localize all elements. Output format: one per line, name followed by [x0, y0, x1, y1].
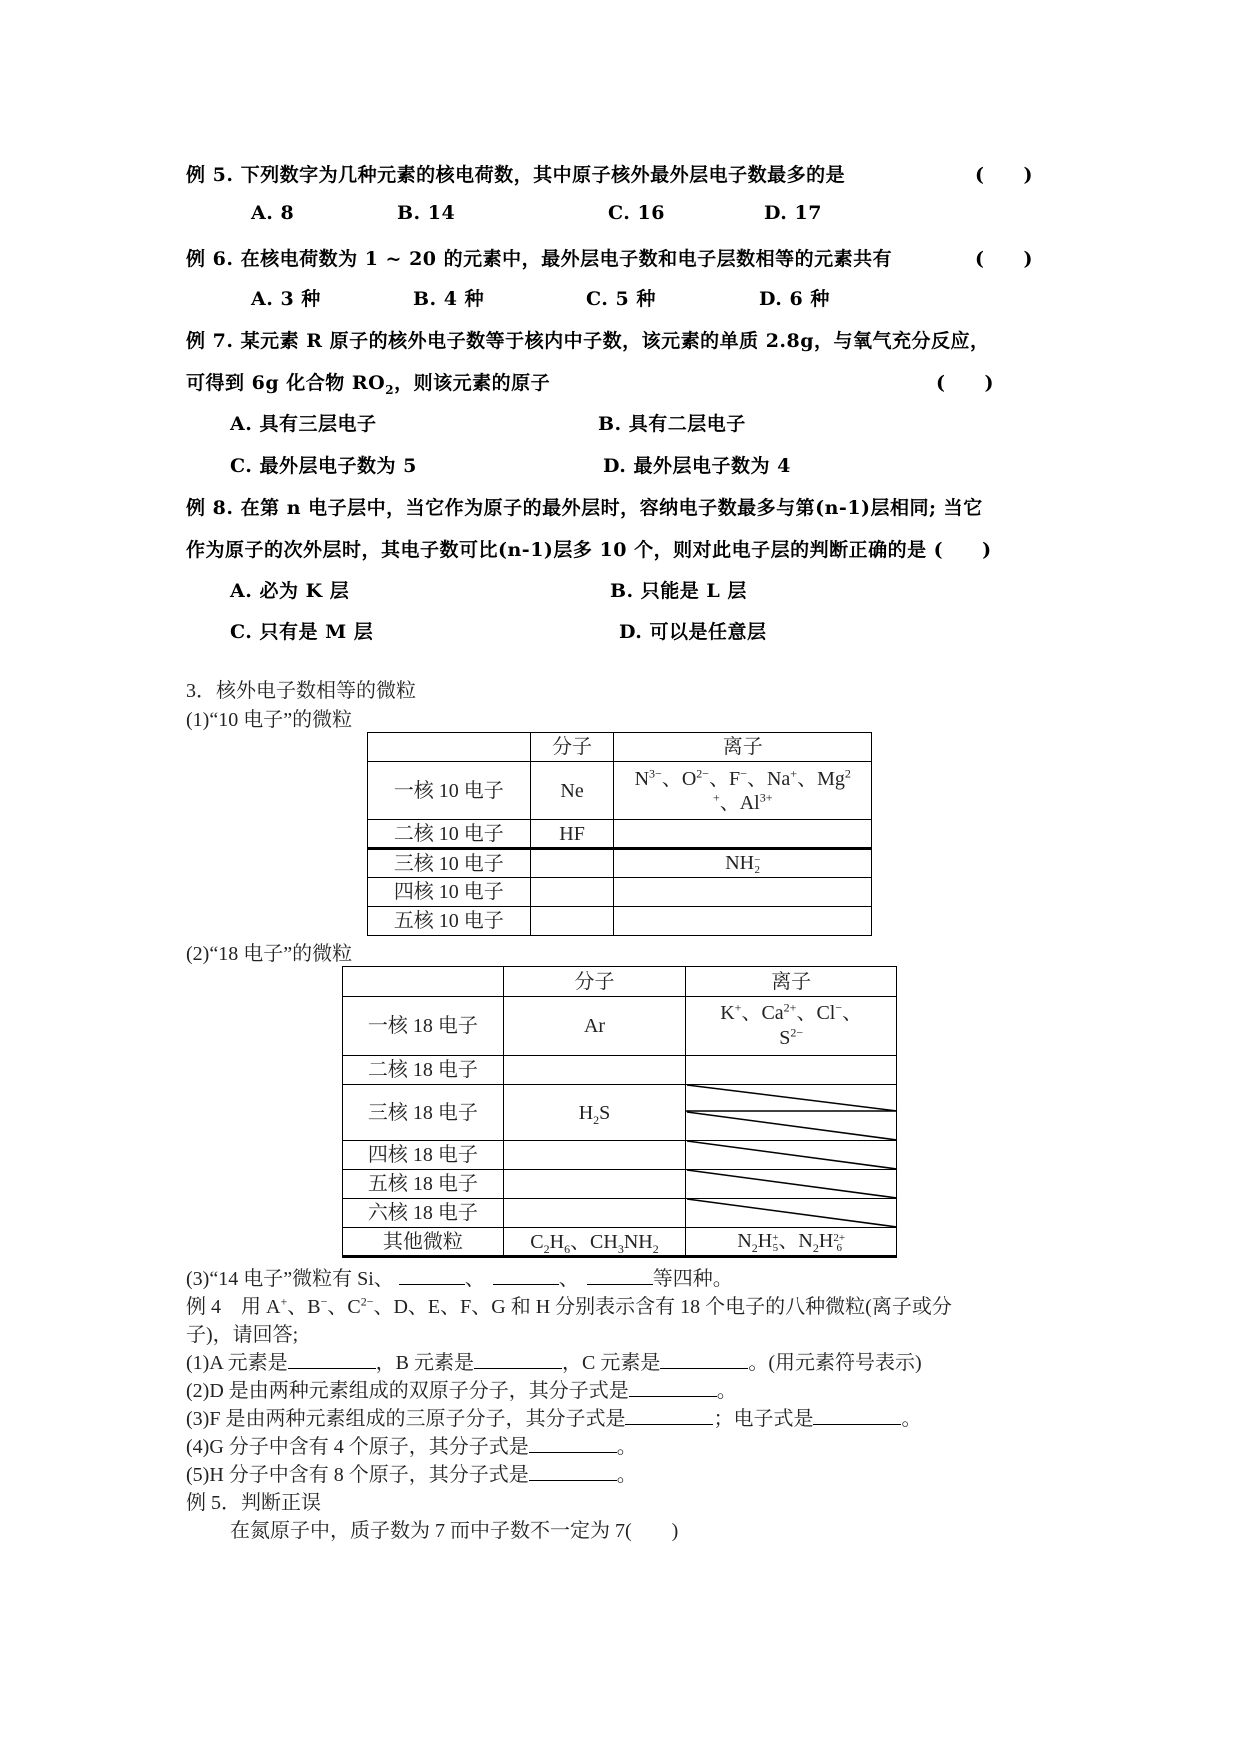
ex4-q2 [186, 1374, 737, 1403]
blank-3[interactable] [587, 1266, 653, 1285]
table-row [343, 1056, 897, 1085]
table-header-row [343, 967, 897, 997]
ex4-text: 、B [287, 1296, 321, 1318]
ex4-q3 [186, 1402, 921, 1431]
row-label: 一核 10 电子 [368, 762, 531, 820]
ex6-text: 在核电荷数为 1 ~ 20 的元素中，最外层电子数和电子层数相等的元素共有 [240, 248, 893, 270]
ion-base: NH [725, 852, 755, 875]
molecule-cell [530, 907, 614, 936]
ex4-q5 [186, 1458, 637, 1487]
molecule-cell [503, 1199, 686, 1228]
header-ion: 离子 [614, 733, 872, 762]
ion-charge: − [754, 853, 761, 866]
ex7-line1 [186, 326, 990, 353]
ex7-option-c: C. 最外层电子数为 5 [230, 455, 417, 477]
row-label: 五核 10 电子 [368, 907, 531, 936]
ion-cell [614, 907, 872, 936]
molecule-cell [530, 849, 614, 878]
header-empty [368, 733, 531, 762]
molecule-cell: Ar [503, 997, 686, 1056]
header-molecule: 分子 [530, 733, 614, 762]
molecule-part: H [578, 1101, 594, 1124]
table-10-electron [367, 732, 872, 936]
formula-part: N [737, 1230, 752, 1253]
ion-cell [614, 849, 872, 878]
ex5-option-b: B. 14 [397, 202, 456, 224]
ex5-option-d: D. 17 [764, 202, 822, 224]
section3-sub2: (2)“18 电子”的微粒 [186, 943, 353, 965]
header-ion: 离子 [686, 967, 897, 997]
ion-cell [686, 1056, 897, 1085]
formula-part: NH [623, 1230, 653, 1253]
sep: 、 [464, 1268, 485, 1290]
ex7-label: 例 7. [186, 330, 234, 352]
formula-part: 、N [778, 1230, 813, 1253]
ex6-label: 例 6. [186, 248, 234, 270]
table-row [368, 907, 872, 936]
sub3-end: 等四种。 [652, 1268, 733, 1290]
ex5b-statement: 在氮原子中，质子数为 7 而中子数不一定为 7( ) [230, 1520, 679, 1542]
ex8-option-c: C. 只有是 M 层 [230, 621, 374, 643]
blank-b[interactable] [474, 1350, 562, 1369]
struck-cells-lines [686, 1084, 898, 1199]
blank-f-electron[interactable] [813, 1406, 901, 1425]
ex6-answer-paren: ( ) [975, 248, 1033, 270]
molecule-cell [503, 1170, 686, 1199]
row-label: 二核 10 电子 [368, 820, 531, 849]
row-label: 二核 18 电子 [343, 1056, 504, 1085]
row-label: 一核 18 电子 [343, 997, 504, 1056]
molecule-cell [503, 1085, 686, 1141]
ex5-stem [186, 160, 845, 187]
ion-part: 、Ca [741, 1002, 784, 1024]
formula-part: C [530, 1230, 544, 1253]
ion-cell [614, 820, 872, 849]
ion-charge: + [790, 765, 798, 780]
sub3-text: (3)“14 电子”微粒有 Si、 [186, 1268, 394, 1290]
ex7-subscript: 2 [385, 382, 395, 397]
ex6-option-a: A. 3 种 [251, 288, 321, 310]
ex5-label: 例 5. [186, 164, 234, 186]
blank-h[interactable] [529, 1462, 617, 1481]
ion-charge: + [734, 1000, 742, 1015]
ion-charge: 2+ [783, 1000, 797, 1015]
ion-part: 、Mg [797, 767, 845, 790]
q5-text: (5)H 分子中含有 8 个原子，其分子式是 [186, 1464, 529, 1486]
formula-part: 、CH [570, 1230, 618, 1253]
row-label: 三核 10 电子 [368, 849, 531, 878]
charge: − [320, 1294, 328, 1309]
ex4-q4 [186, 1430, 637, 1459]
blank-a[interactable] [288, 1350, 376, 1369]
ion-cell [614, 762, 872, 820]
row-label: 三核 18 电子 [343, 1085, 504, 1141]
ex8-option-a: A. 必为 K 层 [230, 580, 350, 602]
ion-part: 、Al [719, 791, 760, 814]
formula-subscript: 6 [564, 1241, 571, 1256]
ion-charge: 3− [649, 765, 662, 780]
ex8-text-1: 在第 n 电子层中，当它作为原子的最外层时，容纳电子数最多与第(n-1)层相同; 当它 [240, 497, 983, 519]
formula-charge: 2+ [833, 1231, 846, 1244]
ex7-answer-paren: ( ) [936, 372, 994, 394]
molecule-cell: HF [530, 820, 614, 849]
ex4-text: 、C [327, 1296, 361, 1318]
ex7-line2-post: ，则该元素的原子 [394, 372, 551, 394]
charge: + [280, 1294, 288, 1309]
header-empty [343, 967, 504, 997]
blank-f-formula[interactable] [625, 1406, 713, 1425]
row-label: 五核 18 电子 [343, 1170, 504, 1199]
q2-text: (2)D 是由两种元素组成的双原子分子，其分子式是 [186, 1380, 629, 1402]
ion-part: 、F [709, 767, 741, 790]
formula-subscript: 2 [812, 1241, 819, 1256]
row-label: 四核 18 电子 [343, 1141, 504, 1170]
ex8-label: 例 8. [186, 497, 234, 519]
molecule-cell [503, 1141, 686, 1170]
blank-d[interactable] [629, 1378, 717, 1397]
molecule-cell [530, 878, 614, 907]
molecule-part: S [599, 1101, 611, 1124]
ion-part: S [779, 1027, 791, 1049]
ion-charge: 2− [790, 1025, 804, 1040]
ex6-option-b: B. 4 种 [413, 288, 485, 310]
ex5-answer-paren: ( ) [975, 164, 1033, 186]
period: 。 [616, 1436, 637, 1458]
blank-g[interactable] [529, 1434, 617, 1453]
strike-line [687, 1112, 897, 1140]
ex7-option-a: A. 具有三层电子 [230, 413, 377, 435]
table-row [368, 878, 872, 907]
ion-part: 、O [661, 767, 697, 790]
ex4-line2: 子)，请回答; [186, 1324, 299, 1346]
table-row [343, 997, 897, 1056]
ion-charge: − [835, 1000, 843, 1015]
ion-part: 、 [842, 1002, 863, 1024]
table-row [368, 849, 872, 878]
ion-part: K [720, 1002, 735, 1024]
struck-cell-line [686, 1198, 898, 1228]
q1-a: (1)A 元素是 [186, 1352, 288, 1374]
table-row [368, 762, 872, 820]
row-label: 四核 10 电子 [368, 878, 531, 907]
ion-part: N [634, 767, 650, 790]
ex7-text-1: 某元素 R 原子的核外电子数等于核内中子数，该元素的单质 2.8g，与氧气充分反应， [240, 330, 990, 352]
q1-c: ，C 元素是 [562, 1352, 661, 1374]
ion-cell [686, 1228, 897, 1257]
ion-cell [614, 878, 872, 907]
blank-1[interactable] [399, 1266, 465, 1285]
ion-charge: 3+ [759, 789, 773, 804]
ex8-line2: 作为原子的次外层时，其电子数可比(n-1)层多 10 个，则对此电子层的判断正确的是 ( ) [186, 539, 992, 561]
molecule-cell [503, 1228, 686, 1257]
q1-b: ，B 元素是 [375, 1352, 475, 1374]
strike-line [687, 1199, 897, 1227]
formula-subscript: 2 [652, 1241, 659, 1256]
ion-charge: 2 [844, 765, 851, 780]
q4-text: (4)G 分子中含有 4 个原子，其分子式是 [186, 1436, 529, 1458]
molecule-cell [503, 1056, 686, 1085]
section3-sub1: (1)“10 电子”的微粒 [186, 709, 353, 731]
formula-charge: + [772, 1231, 779, 1244]
blank-c[interactable] [660, 1350, 748, 1369]
ion-part: 、Na [746, 767, 791, 790]
row-label: 六核 18 电子 [343, 1199, 504, 1228]
period: 。 [716, 1380, 737, 1402]
charge: 2− [360, 1294, 374, 1309]
ex4-text: 、D、E、F、G 和 H 分别表示含有 18 个电子的八种微粒(离子或分 [373, 1296, 952, 1318]
table-row [343, 1228, 897, 1257]
q3-text: (3)F 是由两种元素组成的三原子分子，其分子式是 [186, 1408, 626, 1430]
formula-subscript: 6 [836, 1241, 842, 1254]
period: 。 [901, 1408, 922, 1430]
period: 。 [616, 1464, 637, 1486]
sep: 、 [558, 1268, 579, 1290]
formula-part: H [818, 1230, 834, 1253]
ex5b-title: 例 5．判断正误 [186, 1492, 321, 1514]
ex6-option-c: C. 5 种 [586, 288, 656, 310]
formula-part: H [549, 1230, 565, 1253]
formula-subscript: 3 [617, 1241, 624, 1256]
strike-line [687, 1141, 897, 1169]
section3-title: 3．核外电子数相等的微粒 [186, 680, 416, 702]
formula-subscript: 2 [543, 1241, 550, 1256]
ex7-option-b: B. 具有二层电子 [598, 413, 746, 435]
ion-subscript: 2 [754, 863, 760, 876]
ion-charge: − [740, 765, 747, 780]
ex7-option-d: D. 最外层电子数为 4 [603, 455, 791, 477]
formula-subscript: 2 [751, 1241, 758, 1256]
q1-end: 。(用元素符号表示) [748, 1352, 922, 1374]
row-label: 其他微粒 [343, 1228, 504, 1257]
header-molecule: 分子 [503, 967, 686, 997]
blank-2[interactable] [493, 1266, 559, 1285]
ion-charge: 2− [696, 765, 710, 780]
ex5-option-c: C. 16 [608, 202, 665, 224]
formula-subscript: 5 [772, 1241, 779, 1254]
molecule-subscript: 2 [593, 1112, 600, 1127]
ion-charge: + [712, 789, 720, 804]
ex7-line2-pre: 可得到 6g 化合物 RO [186, 372, 386, 394]
molecule-cell: Ne [530, 762, 614, 820]
strike-line [687, 1170, 897, 1198]
ex4-text: 例 4 用 A [186, 1296, 281, 1318]
ex8-option-b: B. 只能是 L 层 [610, 580, 747, 602]
section3-sub3 [186, 1262, 733, 1291]
ex6-option-d: D. 6 种 [759, 288, 830, 310]
ex7-line2 [186, 368, 550, 395]
ex5-option-a: A. 8 [251, 202, 295, 224]
formula-part: H [757, 1230, 773, 1253]
ex5-text: 下列数字为几种元素的核电荷数，其中原子核外最外层电子数最多的是 [240, 164, 846, 186]
table-row [368, 820, 872, 849]
ex4-line1 [186, 1290, 952, 1319]
ex6-stem [186, 244, 892, 271]
table-header-row [368, 733, 872, 762]
ion-cell [686, 997, 897, 1056]
ex8-option-d: D. 可以是任意层 [619, 621, 767, 643]
ex8-line1 [186, 493, 983, 520]
ex4-q1 [186, 1346, 922, 1375]
q3-mid: ；电子式是 [713, 1408, 814, 1430]
strike-line [687, 1085, 897, 1111]
ion-part: 、Cl [796, 1002, 836, 1024]
